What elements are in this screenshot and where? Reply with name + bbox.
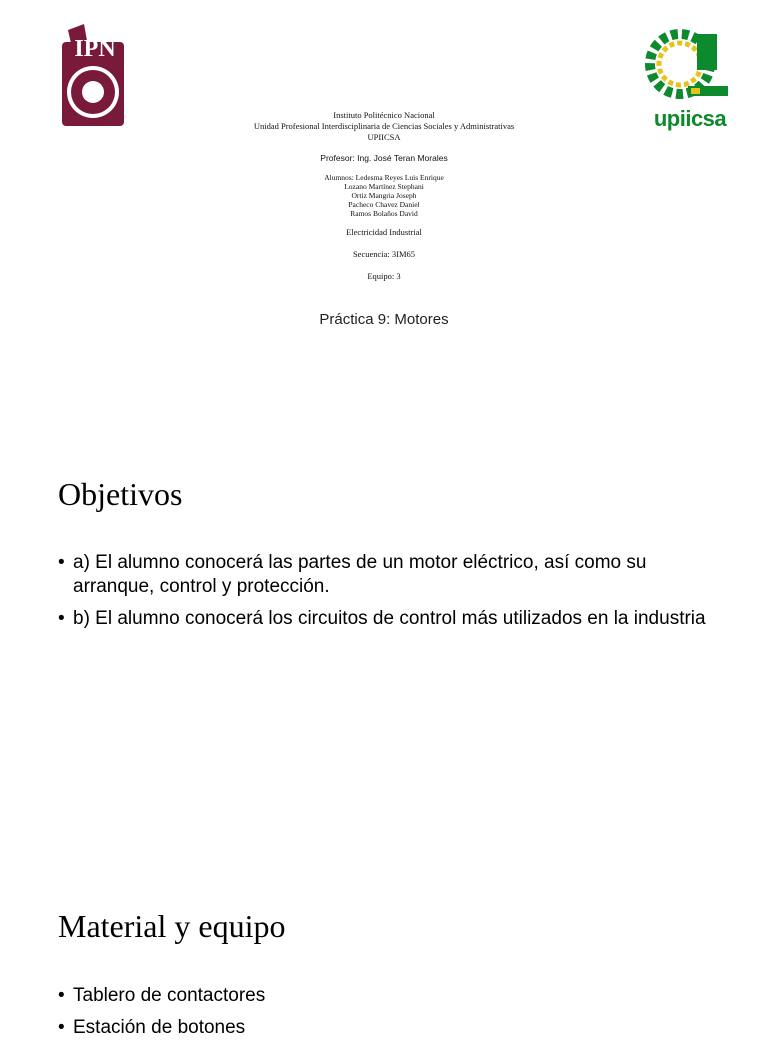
upiicsa-logo-text: upiicsa (653, 106, 727, 131)
list-item: • Estación de botones (58, 1016, 718, 1040)
institution-block (0, 110, 768, 143)
students-block (0, 173, 768, 218)
professor: Profesor: Ing. José Teran Morales (320, 153, 448, 163)
student-name: Ortiz Mangria Joseph (351, 191, 417, 200)
unit-name: Unidad Profesional Interdisciplinaria de Ciencias Sociales y Administrativas (253, 121, 515, 131)
materials-list (58, 984, 718, 1048)
sequence: Secuencia: 3IM65 (352, 249, 416, 259)
list-item: • Tablero de contactores (58, 984, 718, 1008)
student-name: Pacheco Chavez Daniel (348, 200, 420, 209)
list-item: • a) El alumno conocerá las partes de un motor eléctrico, así como su arranque, control y protección. (58, 551, 718, 599)
practice-title: Práctica 9: Motores (319, 311, 449, 328)
institution-name: Instituto Politécnico Nacional (333, 110, 435, 120)
team: Equipo: 3 (367, 271, 401, 281)
materials-title: Material y equipo (58, 908, 286, 944)
objectives-title: Objetivos (58, 476, 183, 512)
objectives-list (58, 551, 718, 639)
student-name: Lozano Martínez Stephani (344, 182, 424, 191)
unit-abbreviation: UPIICSA (367, 132, 401, 142)
list-item: • b) El alumno conocerá los circuitos de control más utilizados en la industria (58, 607, 718, 631)
subject: Electricidad Industrial (346, 227, 422, 237)
student-name: Ramos Bolaños David (350, 209, 418, 218)
student-name: Alumnos: Ledesma Reyes Luis Enrique (324, 173, 444, 182)
ipn-logo-text: IPN (74, 36, 116, 62)
